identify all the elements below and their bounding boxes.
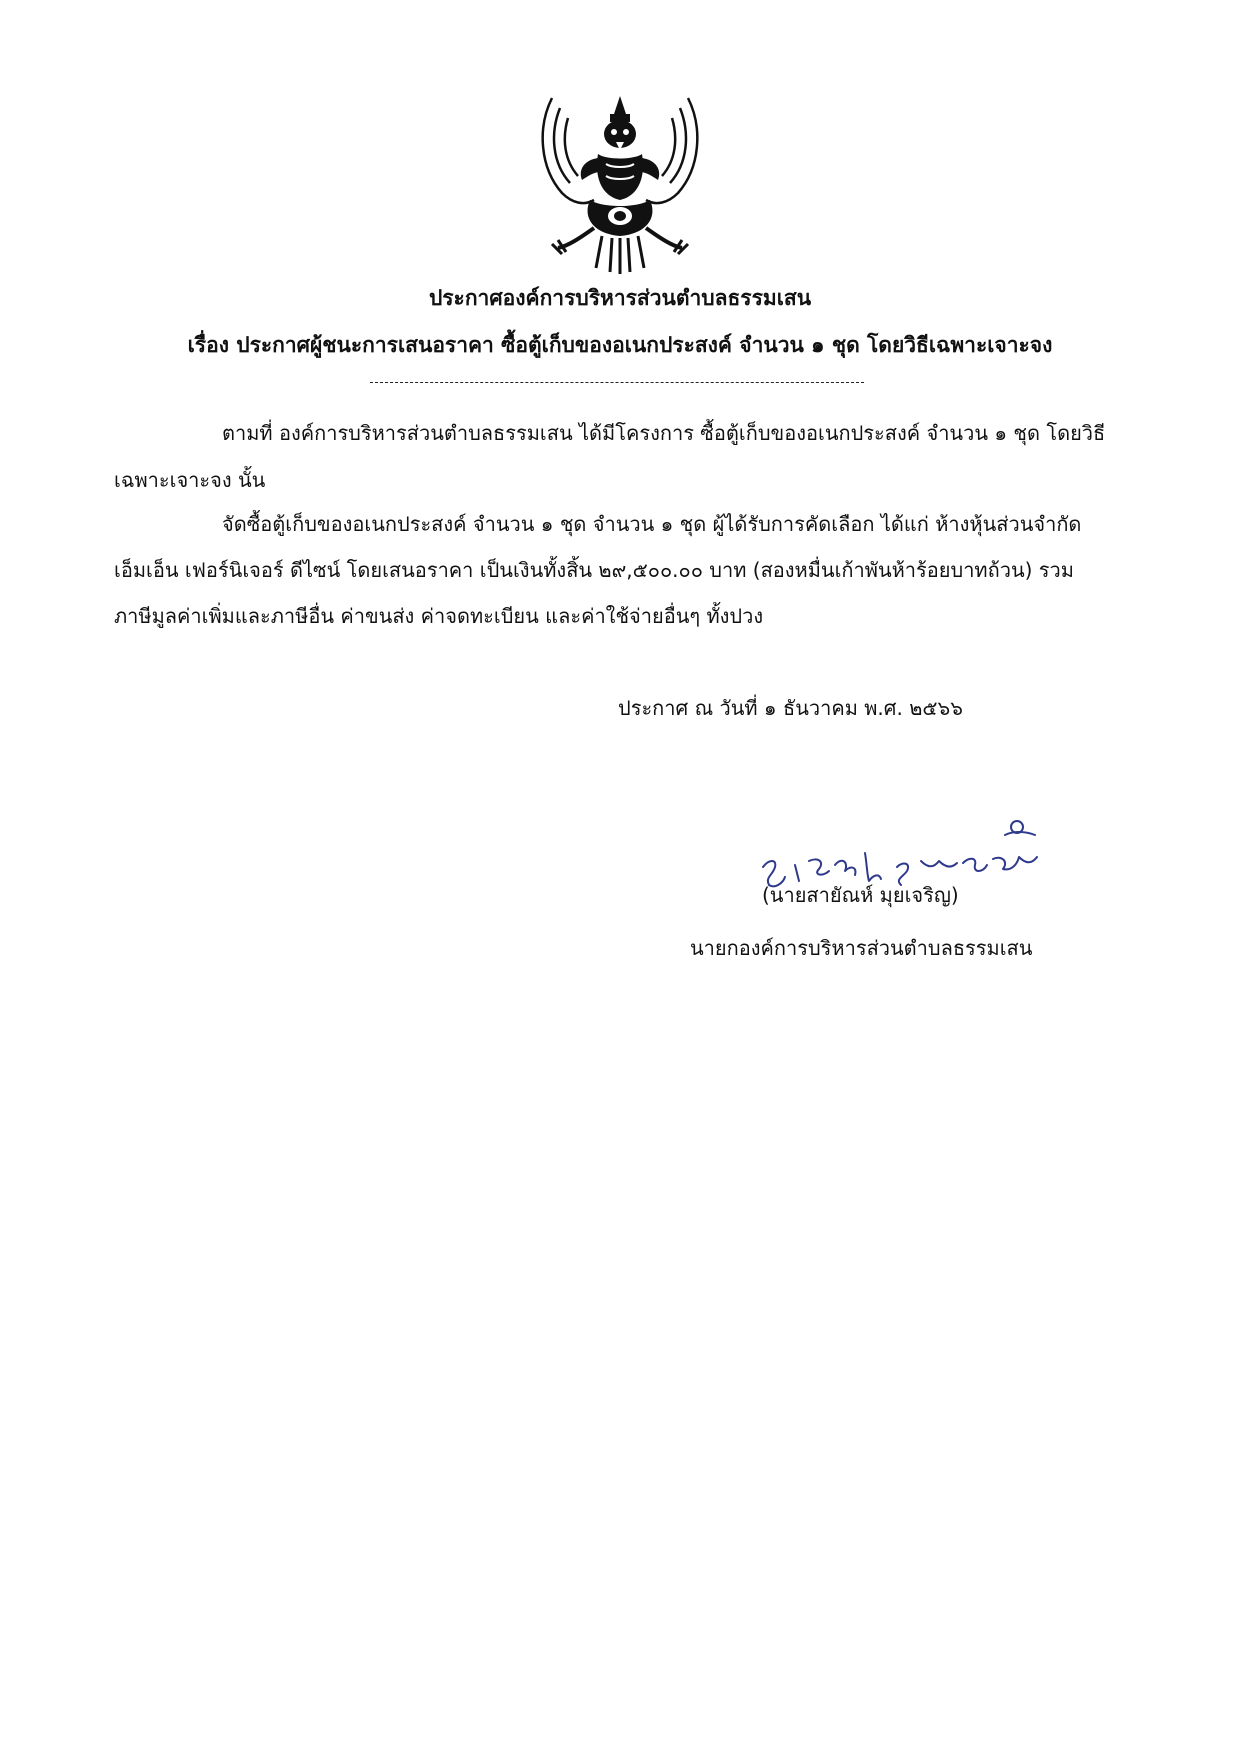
org-heading: ประกาศองค์การบริหารส่วนตำบลธรรมเสน: [428, 286, 812, 310]
announcement-date: ประกาศ ณ วันที่ ๑ ธันวาคม พ.ศ. ๒๕๖๖: [618, 696, 963, 720]
heading-separator: [370, 382, 864, 383]
paragraph1-line1: ตามที่ องค์การบริหารส่วนตำบลธรรมเสน ได้มีโครงการ ซื้อตู้เก็บของอเนกประสงค์ จำนวน ๑ ชุด โดยวิธี: [222, 421, 1106, 445]
signatory-name: (นายสายัณห์ มุยเจริญ): [762, 883, 959, 907]
garuda-emblem-icon: [532, 88, 708, 274]
subject-heading: เรื่อง ประกาศผู้ชนะการเสนอราคา ซื้อตู้เก็บของอเนกประสงค์ จำนวน ๑ ชุด โดยวิธีเฉพาะเจาะจง: [187, 333, 1053, 357]
paragraph1-line2: เฉพาะเจาะจง นั้น: [114, 468, 266, 492]
paragraph2-line1: จัดซื้อตู้เก็บของอเนกประสงค์ จำนวน ๑ ชุด จำนวน ๑ ชุด ผู้ได้รับการคัดเลือก ได้แก่ ห้างหุ้นส่วนจำกัด: [222, 512, 1082, 536]
paragraph2-line3: ภาษีมูลค่าเพิ่มและภาษีอื่น ค่าขนส่ง ค่าจดทะเบียน และค่าใช้จ่ายอื่นๆ ทั้งปวง: [114, 604, 764, 628]
paragraph2-line2: เอ็มเอ็น เฟอร์นิเจอร์ ดีไซน์ โดยเสนอราคา เป็นเงินทั้งสิ้น ๒๙,๕๐๐.๐๐ บาท (สองหมื่นเก้าพันห้าร้อยบาทถ้วน) รวม: [114, 558, 1074, 582]
signatory-title: นายกองค์การบริหารส่วนตำบลธรรมเสน: [690, 936, 1033, 960]
